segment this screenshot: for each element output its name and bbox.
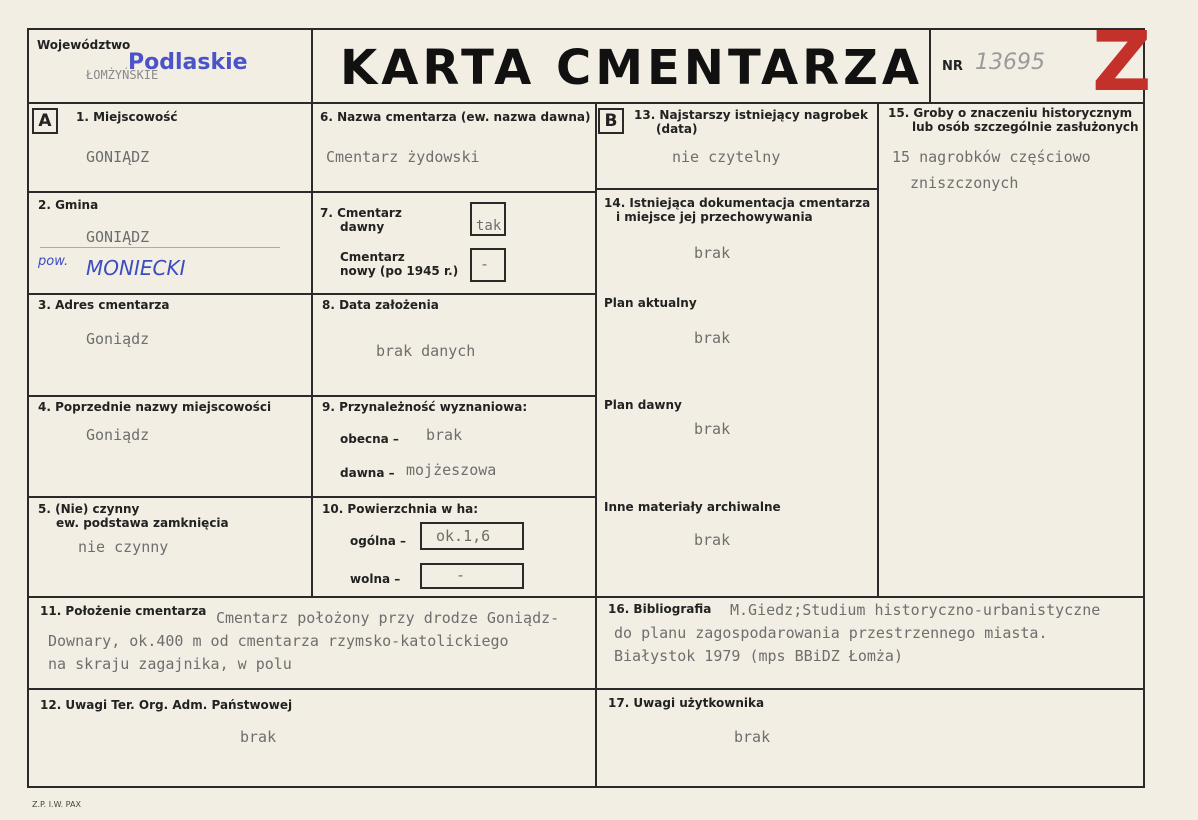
- field-12-value: brak: [240, 728, 277, 746]
- field-1-label: 1. Miejscowość: [76, 110, 178, 124]
- field-16-line-1: M.Giedz;Studium historyczno-urbanistyczne: [730, 601, 1101, 619]
- field-6-label: 6. Nazwa cmentarza (ew. nazwa dawna): [320, 110, 591, 124]
- wojewodztwo-stamp: Podlaskie: [128, 50, 248, 75]
- field-10-ogolna-value: ok.1,6: [436, 527, 491, 545]
- inne-materialy-value: brak: [694, 531, 731, 549]
- field-11-line-1: Cmentarz położony przy drodze Goniądz-: [216, 609, 560, 627]
- plan-dawny-label: Plan dawny: [604, 398, 682, 412]
- field-16-label: 16. Bibliografia: [608, 602, 712, 616]
- field-1-value: GONIĄDZ: [86, 148, 150, 166]
- field-5-label-2: ew. podstawa zamknięcia: [56, 516, 229, 530]
- field-15-label-1: 15. Groby o znaczeniu historycznym: [888, 106, 1133, 120]
- field-4-label: 4. Poprzednie nazwy miejscowości: [38, 400, 272, 414]
- field-7-nowy-label-1: Cmentarz: [340, 250, 405, 264]
- field-3-label: 3. Adres cmentarza: [38, 298, 170, 312]
- field-15-label-2: lub osób szczególnie zasłużonych: [912, 120, 1139, 134]
- field-2-hand-prefix: pow.: [38, 254, 69, 269]
- printer-footer: Z.P. I.W. PAX: [32, 800, 81, 809]
- field-15-line-1: 15 nagrobków częściowo: [892, 148, 1091, 166]
- plan-aktualny-value: brak: [694, 329, 731, 347]
- field-7-nowy-label-2: nowy (po 1945 r.): [340, 264, 459, 278]
- plan-dawny-value: brak: [694, 420, 731, 438]
- field-2-divider: [40, 247, 280, 248]
- field-11-line-3: na skraju zagajnika, w polu: [48, 655, 292, 673]
- field-10-wolna-label: wolna –: [350, 572, 401, 586]
- inne-materialy-label: Inne materiały archiwalne: [604, 500, 781, 514]
- field-10-ogolna-label: ogólna –: [350, 534, 407, 548]
- wojewodztwo-old: ŁOMŻYŃSKIE: [86, 68, 159, 82]
- field-10-wolna-value: -: [456, 566, 466, 584]
- field-13-value: nie czytelny: [672, 148, 781, 166]
- field-7-dawny-label: dawny: [340, 220, 385, 234]
- field-5-label-1: 5. (Nie) czynny: [38, 502, 140, 516]
- field-14-label-2: i miejsce jej przechowywania: [616, 210, 813, 224]
- page-title: KARTA CMENTARZA: [340, 40, 924, 96]
- section-a-marker: A: [32, 108, 58, 134]
- field-16-line-2: do planu zagospodarowania przestrzennego miasta.: [614, 624, 1048, 642]
- field-9-dawna-value: mojżeszowa: [406, 461, 497, 479]
- field-6-value: Cmentarz żydowski: [326, 148, 480, 166]
- field-9-label: 9. Przynależność wyznaniowa:: [322, 400, 528, 414]
- field-8-label: 8. Data założenia: [322, 298, 439, 312]
- field-14-value: brak: [694, 244, 731, 262]
- field-8-value: brak danych: [376, 342, 476, 360]
- field-5-value: nie czynny: [78, 538, 169, 556]
- field-14-label-1: 14. Istniejąca dokumentacja cmentarza: [604, 196, 871, 210]
- field-2-value: GONIĄDZ: [86, 228, 150, 246]
- red-z-mark: Z: [1092, 15, 1152, 110]
- field-3-value: Goniądz: [86, 330, 150, 348]
- field-11-label: 11. Położenie cmentarza: [40, 604, 207, 618]
- field-7-label: 7. Cmentarz: [320, 206, 402, 220]
- field-9-obecna-value: brak: [426, 426, 463, 444]
- field-7-nowy-value: -: [480, 255, 490, 273]
- field-2-hand-value: MONIECKI: [86, 256, 186, 280]
- nr-value: 13695: [975, 50, 1045, 75]
- field-13-label-2: (data): [656, 122, 698, 136]
- field-12-label: 12. Uwagi Ter. Org. Adm. Państwowej: [40, 698, 293, 712]
- field-17-value: brak: [734, 728, 771, 746]
- field-10-label: 10. Powierzchnia w ha:: [322, 502, 479, 516]
- field-17-label: 17. Uwagi użytkownika: [608, 696, 765, 710]
- plan-aktualny-label: Plan aktualny: [604, 296, 697, 310]
- field-16-line-3: Białystok 1979 (mps BBiDZ Łomża): [614, 647, 903, 665]
- field-15-line-2: zniszczonych: [910, 174, 1019, 192]
- field-9-obecna-label: obecna –: [340, 432, 399, 446]
- nr-label: NR: [942, 59, 963, 74]
- field-7-dawny-value: tak: [476, 218, 502, 234]
- wojewodztwo-label: Województwo: [37, 38, 131, 52]
- field-9-dawna-label: dawna –: [340, 466, 395, 480]
- field-4-value: Goniądz: [86, 426, 150, 444]
- field-2-label: 2. Gmina: [38, 198, 99, 212]
- section-b-marker: B: [598, 108, 624, 134]
- field-11-line-2: Downary, ok.400 m od cmentarza rzymsko-katolickiego: [48, 632, 509, 650]
- field-10-wolna-box: [420, 563, 524, 589]
- field-13-label-1: 13. Najstarszy istniejący nagrobek: [634, 108, 868, 122]
